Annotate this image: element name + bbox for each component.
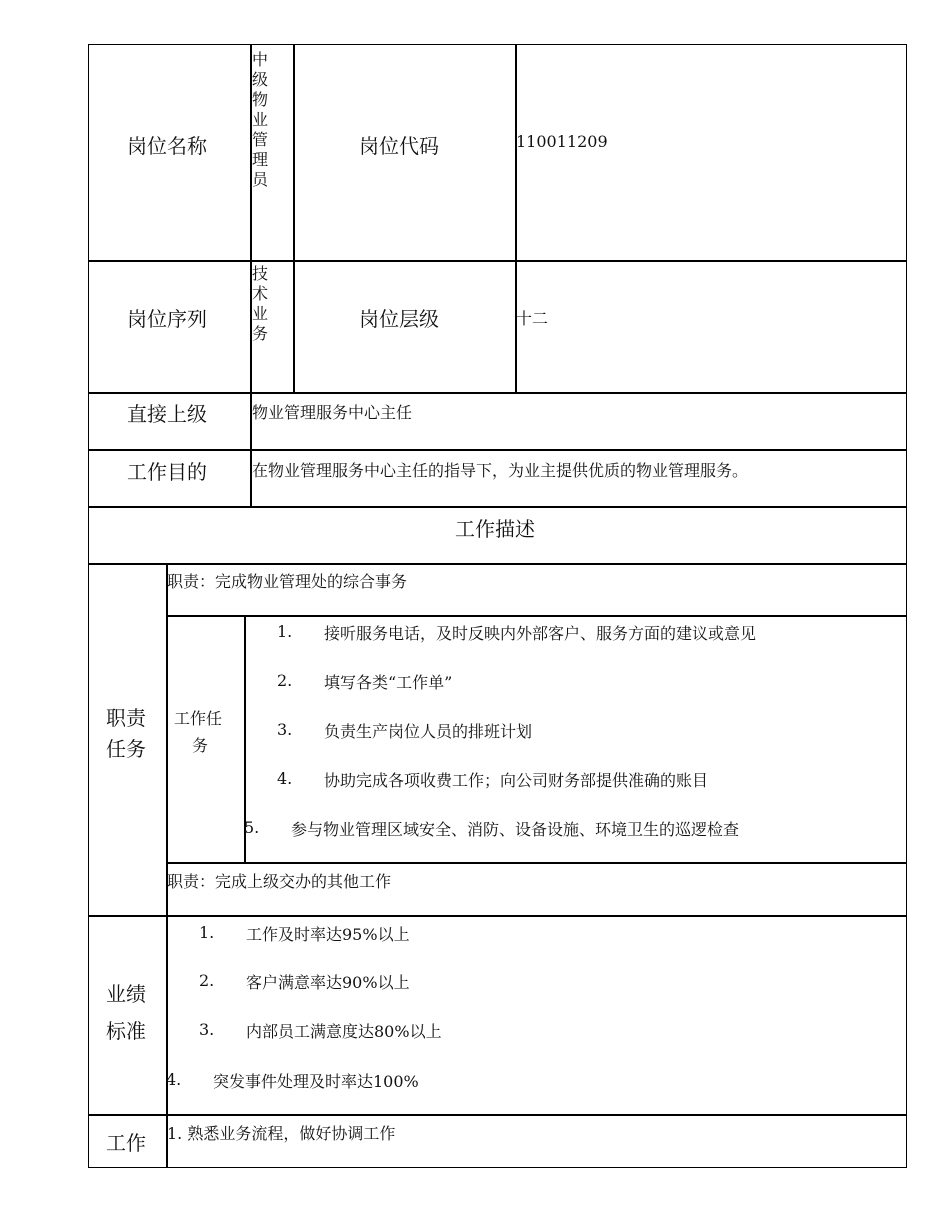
- col-divider: [515, 44, 517, 392]
- row-divider: [166, 862, 907, 864]
- perf-3-number: 3.: [199, 1020, 215, 1039]
- row-divider: [88, 563, 907, 565]
- purpose-label: 工作目的: [127, 460, 207, 484]
- perf-1-number: 1.: [199, 923, 215, 942]
- task-5-text: 参与物业管理区域安全、消防、设备设施、环境卫生的巡逻检查: [291, 820, 740, 839]
- perf-4-text: 突发事件处理及时率达100%: [213, 1072, 419, 1091]
- task-4-number: 4.: [277, 769, 293, 788]
- superior-value: 物业管理服务中心主任: [252, 403, 413, 422]
- post-code-label: 岗位代码: [359, 134, 439, 158]
- duty-2: 职责：完成上级交办的其他工作: [167, 872, 392, 891]
- post-level-label: 岗位层级: [359, 307, 439, 331]
- task-2-text: 填写各类“工作单”: [324, 673, 453, 692]
- post-code-value: 110011209: [516, 132, 608, 151]
- row-divider: [88, 915, 907, 917]
- perf-4-number: 4.: [166, 1070, 182, 1089]
- performance-label-line1: 业绩: [106, 982, 146, 1006]
- perf-1-text: 工作及时率达95%以上: [246, 925, 410, 944]
- task-4-text: 协助完成各项收费工作；向公司财务部提供准确的账目: [324, 771, 709, 790]
- task-2-number: 2.: [277, 671, 293, 690]
- superior-label: 直接上级: [127, 402, 207, 426]
- perf-2-number: 2.: [199, 971, 215, 990]
- work-item-1: 1. 熟悉业务流程，做好协调工作: [167, 1124, 396, 1143]
- perf-2-text: 客户满意率达90%以上: [246, 973, 410, 992]
- post-series-label: 岗位序列: [127, 307, 207, 331]
- table-border: [88, 44, 907, 1168]
- post-name-label: 岗位名称: [127, 134, 207, 158]
- post-series-value: 技术业务: [252, 264, 269, 343]
- work-label: 工作: [106, 1131, 146, 1155]
- task-3-text: 负责生产岗位人员的排班计划: [324, 722, 533, 741]
- post-level-value: 十二: [516, 309, 549, 328]
- duty-label-line1: 职责: [106, 706, 146, 730]
- perf-3-text: 内部员工满意度达80%以上: [246, 1022, 442, 1041]
- task-label-line1: 工作任: [174, 709, 223, 728]
- row-divider: [88, 506, 907, 508]
- row-divider: [88, 392, 907, 394]
- row-divider: [166, 615, 907, 617]
- duty-1: 职责：完成物业管理处的综合事务: [167, 572, 408, 591]
- row-divider: [88, 449, 907, 451]
- task-1-text: 接听服务电话，及时反映内外部客户、服务方面的建议或意见: [324, 624, 757, 643]
- task-5-number: 5.: [244, 818, 260, 837]
- section-title: 工作描述: [455, 517, 535, 541]
- row-divider: [88, 260, 907, 262]
- task-3-number: 3.: [277, 720, 293, 739]
- col-divider: [293, 44, 295, 392]
- purpose-value: 在物业管理服务中心主任的指导下，为业主提供优质的物业管理服务。: [252, 461, 749, 480]
- task-1-number: 1.: [277, 622, 293, 641]
- row-divider: [88, 1114, 907, 1116]
- task-label-line2: 务: [192, 736, 209, 755]
- duty-label-line2: 任务: [106, 737, 146, 761]
- post-name-value: 中级物业管理员: [252, 50, 269, 189]
- performance-label-line2: 标准: [106, 1019, 146, 1043]
